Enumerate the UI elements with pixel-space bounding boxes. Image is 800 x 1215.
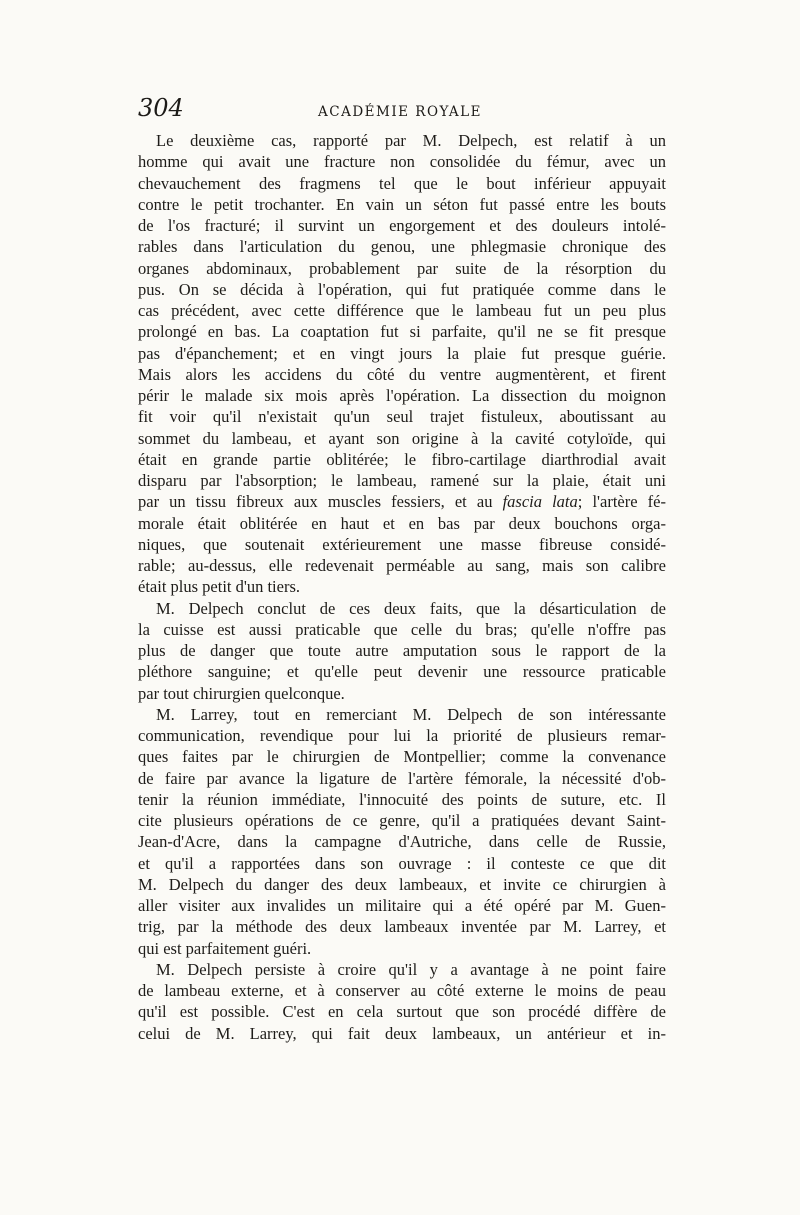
text-line: tenir la réunion immédiate, l'innocuité des points de suture, etc. Il — [138, 789, 666, 809]
text-segment: par un tissu fibreux aux muscles fessiers, et au — [138, 492, 503, 512]
text-line: par tout chirurgien quelconque. — [138, 683, 345, 703]
text-line: pus. On se décida à l'opération, qui fut pratiquée comme dans le — [138, 279, 666, 299]
text-line: Jean-d'Acre, dans la campagne d'Autriche, dans celle de Russie, — [138, 832, 666, 852]
text-line: qui est parfaitement guéri. — [138, 938, 312, 958]
text-line — [138, 491, 666, 512]
paragraph — [138, 704, 666, 959]
text-line: chevauchement des fragmens tel que le bout inférieur appuyait — [138, 173, 666, 193]
page-number: 304 — [138, 94, 184, 122]
text-line: M. Larrey, tout en remerciant M. Delpech de son intéressante — [156, 704, 666, 724]
text-line: prolongé en bas. La coaptation fut si parfaite, qu'il ne se fit presque — [138, 322, 666, 342]
emphasized-term: fascia lata — [502, 492, 578, 512]
paragraph — [138, 130, 666, 598]
text-line: cite plusieurs opérations de ce genre, qu'il a pratiquées devant Saint- — [138, 811, 666, 830]
text-line: était plus petit d'un tiers. — [138, 577, 300, 597]
text-line: organes abdominaux, probablement par suite de la résorption du — [138, 258, 666, 278]
text-line: aller visiter aux invalides un militaire qui a été opéré par M. Guen- — [138, 896, 666, 915]
text-line: M. Delpech du danger des deux lambeaux, et invite ce chirurgien à — [138, 874, 666, 894]
text-line: ques faites par le chirurgien de Montpellier; comme la convenance — [138, 747, 666, 767]
text-line: Mais alors les accidens du côté du ventre augmentèrent, et firent — [138, 364, 666, 384]
text-line: plus de danger que toute autre amputation sous le rapport de la — [138, 641, 666, 660]
text-line: de faire par avance la ligature de l'artère fémorale, la nécessité d'ob- — [138, 768, 666, 788]
text-line: celui de M. Larrey, qui fait deux lambeaux, un antérieur et in- — [138, 1023, 666, 1043]
text-line: M. Delpech persiste à croire qu'il y a avantage à ne point faire — [156, 959, 666, 979]
text-line: M. Delpech conclut de ces deux faits, que la désarticulation de — [156, 598, 666, 618]
paragraph — [138, 959, 666, 1044]
text-line: rable; au-dessus, elle redevenait perméable au sang, mais son calibre — [138, 556, 666, 575]
text-line: était en grande partie oblitérée; le fibro-cartilage diarthrodial avait — [138, 449, 666, 469]
text-line: de lambeau externe, et à conserver au côté externe le moins de peau — [138, 981, 666, 1000]
body-text — [138, 130, 666, 1044]
paragraph — [138, 598, 666, 704]
text-line: de l'os fracturé; il survint un engorgement et des douleurs intolé- — [138, 216, 666, 235]
text-line: périr le malade six mois après l'opération. La dissection du moignon — [138, 386, 666, 405]
text-segment: ; l'artère fé- — [577, 492, 666, 512]
text-line: trig, par la méthode des deux lambeaux inventée par M. Larrey, et — [138, 917, 666, 937]
running-head: ACADÉMIE ROYALE — [318, 104, 482, 120]
text-line: qu'il est possible. C'est en cela surtout que son procédé diffère de — [138, 1002, 666, 1022]
page-header — [138, 94, 666, 122]
text-line: pas d'épanchement; et en vingt jours la plaie fut presque guérie. — [138, 343, 666, 363]
text-line: homme qui avait une fracture non consolidée du fémur, avec un — [138, 152, 666, 172]
text-line: disparu par l'absorption; le lambeau, ramené sur la plaie, était uni — [138, 471, 666, 490]
text-line: sommet du lambeau, et ayant son origine à la cavité cotyloïde, qui — [138, 428, 666, 448]
text-line: et qu'il a rapportées dans son ouvrage : il conteste ce que dit — [138, 853, 666, 873]
text-line: la cuisse est aussi praticable que celle du bras; qu'elle n'offre pas — [138, 619, 666, 639]
text-line: fit voir qu'il n'existait qu'un seul trajet fistuleux, aboutissant au — [138, 407, 666, 427]
text-line: Le deuxième cas, rapporté par M. Delpech, est relatif à un — [156, 131, 666, 150]
text-line: communication, revendique pour lui la priorité de plusieurs remar- — [138, 726, 666, 745]
text-line: contre le petit trochanter. En vain un séton fut passé entre les bouts — [138, 194, 666, 214]
text-line: niques, que soutenait extérieurement une masse fibreuse considé- — [138, 534, 666, 554]
text-line: morale était oblitérée en haut et en bas par deux bouchons orga- — [138, 513, 666, 533]
text-line: pléthore sanguine; et qu'elle peut devenir une ressource praticable — [138, 662, 666, 682]
text-line: cas précédent, avec cette différence que le lambeau fut un peu plus — [138, 301, 666, 320]
text-line: rables dans l'articulation du genou, une phlegmasie chronique des — [138, 237, 666, 257]
